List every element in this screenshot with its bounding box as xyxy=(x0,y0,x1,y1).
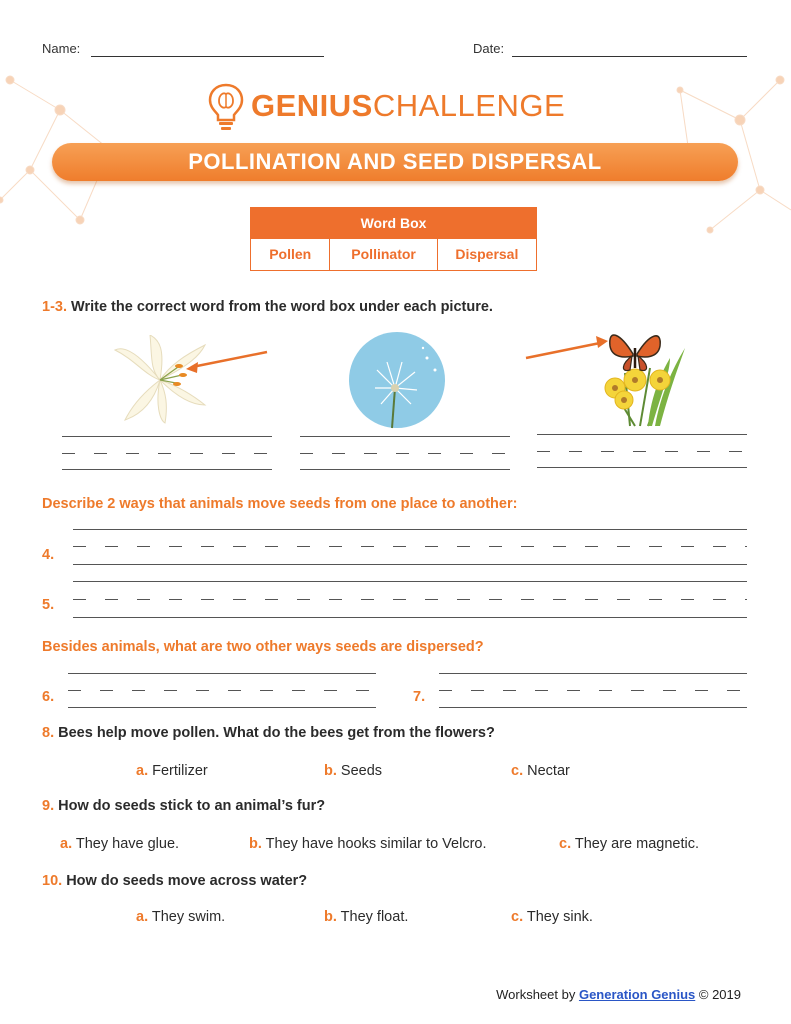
question-8 xyxy=(42,725,495,741)
butterfly-on-flowers-image xyxy=(520,318,690,430)
besides-prompt: Besides animals, what are two other ways seeds are dispersed? xyxy=(42,639,484,655)
butterfly-icon xyxy=(610,335,660,371)
question-6-number: 6. xyxy=(42,689,55,705)
describe-prompt: Describe 2 ways that animals move seeds from one place to another: xyxy=(42,496,518,512)
option-text: Seeds xyxy=(340,763,383,779)
answer-line[interactable] xyxy=(68,673,376,674)
question-number: 9. xyxy=(42,798,55,814)
answer-line[interactable] xyxy=(62,436,272,437)
word-box xyxy=(250,207,537,271)
footer xyxy=(496,987,741,1002)
question-text: How do seeds move across water? xyxy=(66,873,308,889)
answer-line[interactable] xyxy=(62,469,272,470)
option-text: Nectar xyxy=(527,763,570,779)
word-box-item: Dispersal xyxy=(455,246,519,262)
question-4-number: 4. xyxy=(42,547,55,563)
dandelion-seeds-image xyxy=(347,330,447,430)
question-7-number: 7. xyxy=(413,689,426,705)
option-10b[interactable] xyxy=(324,909,408,925)
answer-line[interactable] xyxy=(73,564,747,565)
answer-guide-line xyxy=(537,451,747,452)
answer-guide-line xyxy=(62,453,272,454)
question-text: How do seeds stick to an animal’s fur? xyxy=(58,798,326,814)
answer-guide-line xyxy=(73,599,747,600)
option-9a[interactable] xyxy=(60,836,179,852)
option-letter: c. xyxy=(511,909,524,925)
option-8b[interactable] xyxy=(324,763,382,779)
option-letter: b. xyxy=(249,836,262,852)
answer-line[interactable] xyxy=(537,467,747,468)
option-8a[interactable] xyxy=(136,763,208,779)
option-letter: c. xyxy=(559,836,572,852)
option-text: They float. xyxy=(340,909,409,925)
option-10c[interactable] xyxy=(511,909,593,925)
logo-light-text: CHALLENGE xyxy=(372,88,566,123)
question-number: 10. xyxy=(42,873,63,889)
answer-guide-line xyxy=(300,453,510,454)
question-text: Write the correct word from the word box under each picture. xyxy=(71,299,493,315)
option-letter: b. xyxy=(324,909,337,925)
name-field[interactable] xyxy=(91,56,324,57)
lightbulb-brain-icon xyxy=(207,82,245,132)
question-1-3 xyxy=(42,299,493,315)
option-9c[interactable] xyxy=(559,836,699,852)
option-text: They are magnetic. xyxy=(574,836,699,852)
answer-guide-line xyxy=(439,690,747,691)
option-letter: a. xyxy=(136,909,149,925)
date-field[interactable] xyxy=(512,56,747,57)
option-9b[interactable] xyxy=(249,836,487,852)
question-10 xyxy=(42,873,307,889)
date-label: Date: xyxy=(473,41,505,56)
logo-bold-text: GENIUS xyxy=(251,88,373,123)
option-text: Fertilizer xyxy=(152,763,208,779)
option-letter: b. xyxy=(324,763,337,779)
lily-flower-image xyxy=(110,335,270,425)
answer-line[interactable] xyxy=(537,434,747,435)
genius-challenge-logo xyxy=(251,88,565,124)
question-number: 8. xyxy=(42,725,55,741)
answer-line[interactable] xyxy=(73,617,747,618)
option-text: They sink. xyxy=(526,909,593,925)
answer-line[interactable] xyxy=(73,581,747,582)
question-9 xyxy=(42,798,325,814)
option-text: They have hooks similar to Velcro. xyxy=(265,836,487,852)
answer-guide-line xyxy=(68,690,376,691)
option-letter: a. xyxy=(136,763,149,779)
generation-genius-link[interactable]: Generation Genius xyxy=(578,987,696,1002)
answer-line[interactable] xyxy=(439,673,747,674)
answer-guide-line xyxy=(73,546,747,547)
option-text: They swim. xyxy=(151,909,226,925)
word-box-item: Pollen xyxy=(251,239,330,270)
word-box-heading: Word Box xyxy=(251,208,536,239)
answer-line[interactable] xyxy=(300,436,510,437)
name-label: Name: xyxy=(42,41,81,56)
question-number: 1-3. xyxy=(42,299,67,315)
answer-line[interactable] xyxy=(300,469,510,470)
footer-prefix: Worksheet by xyxy=(496,987,579,1002)
option-text: They have glue. xyxy=(75,836,180,852)
option-10a[interactable] xyxy=(136,909,225,925)
page-title: POLLINATION AND SEED DISPERSAL xyxy=(52,143,738,181)
question-text: Bees help move pollen. What do the bees get from the flowers? xyxy=(58,725,495,741)
option-8c[interactable] xyxy=(511,763,570,779)
question-5-number: 5. xyxy=(42,597,55,613)
option-letter: a. xyxy=(60,836,73,852)
option-letter: c. xyxy=(511,763,524,779)
answer-line[interactable] xyxy=(73,529,747,530)
word-box-item: Pollinator xyxy=(330,239,437,270)
answer-line[interactable] xyxy=(68,707,376,708)
answer-line[interactable] xyxy=(439,707,747,708)
footer-copyright: © 2019 xyxy=(695,987,741,1002)
